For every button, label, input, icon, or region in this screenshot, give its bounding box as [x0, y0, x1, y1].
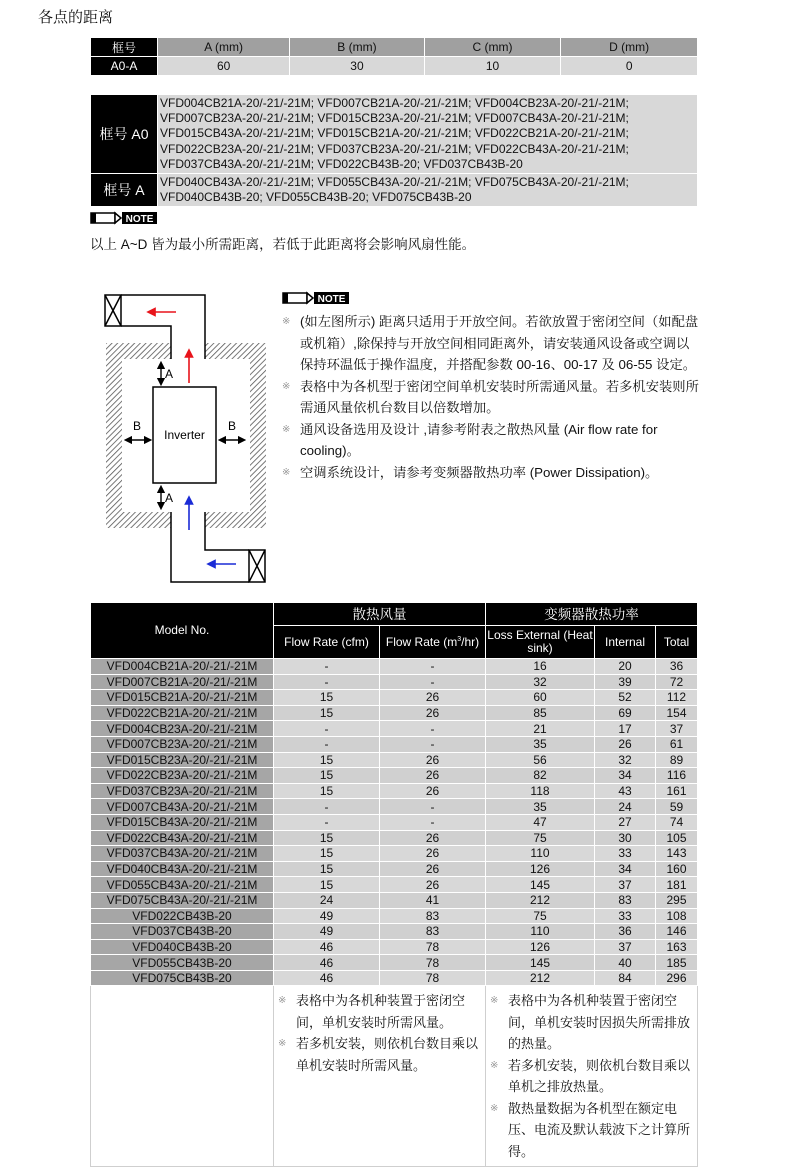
flow-cfm-cell: 24	[274, 892, 380, 908]
flow-m3-cell: 26	[380, 783, 486, 799]
table-row	[91, 674, 698, 690]
model-line: VFD040CB43B-20; VFD055CB43B-20; VFD075CB43B-20	[160, 190, 472, 205]
note-text: (如左图所示) 距离只适用于开放空间。若欲放置于密闭空间（如配盘或机箱）,除保持与开放空间相同距离外，请安装通风设备或空调以保持环温低于操作温度，并搭配参数 00-16、00-17 及 06-55 设定。	[300, 314, 699, 372]
flow-m3-cell: -	[380, 674, 486, 690]
loss-external-cell: 16	[486, 659, 595, 675]
internal-cell: 36	[595, 924, 656, 940]
footnote-empty-cell	[91, 986, 274, 1167]
table-row	[91, 892, 698, 908]
flow-cfm-cell: -	[274, 814, 380, 830]
flow-cfm-cell: -	[274, 799, 380, 815]
flow-m3-header: Flow Rate $(m^3/hr)$	[380, 626, 486, 659]
table-group-header-row	[91, 603, 698, 626]
dimension-b-label: B	[228, 419, 237, 433]
model-cell: VFD004CB21A-20/-21/-21M	[91, 659, 274, 675]
power-group-header: 变频器散热功率	[486, 603, 698, 626]
loss-external-cell: 126	[486, 861, 595, 877]
total-cell: 74	[656, 814, 698, 830]
model-line: VFD022CB23A-20/-21/-21M; VFD037CB23A-20/-21/-21M; VFD022CB43A-20/-21/-21M;	[160, 141, 629, 156]
model-line: VFD040CB43A-20/-21/-21M; VFD055CB43A-20/-21/-21M; VFD075CB43A-20/-21/-21M;	[160, 175, 629, 190]
table-row	[91, 970, 698, 986]
installation-notes	[282, 311, 700, 483]
power-footnotes	[486, 986, 698, 1167]
model-cell: VFD007CB21A-20/-21/-21M	[91, 674, 274, 690]
frame-model-table	[90, 94, 698, 207]
loss-external-cell: 145	[486, 955, 595, 971]
footnote-text: 若多机安装，则依机台数目乘以单机安装时所需风量。	[296, 1036, 479, 1073]
internal-cell: 32	[595, 752, 656, 768]
internal-cell: 17	[595, 721, 656, 737]
table-row	[91, 736, 698, 752]
footnote-item	[490, 1055, 693, 1098]
loss-external-cell: 75	[486, 830, 595, 846]
model-line: VFD037CB43A-20/-21/-21M; VFD022CB43B-20; VFD037CB43B-20	[160, 156, 523, 171]
internal-cell: 37	[595, 939, 656, 955]
reference-mark-icon: ※	[282, 316, 291, 327]
total-cell: 89	[656, 752, 698, 768]
flow-cfm-cell: 15	[274, 877, 380, 893]
model-cell: VFD037CB43B-20	[91, 924, 274, 940]
model-cell: VFD015CB23A-20/-21/-21M	[91, 752, 274, 768]
table-row	[91, 659, 698, 675]
distance-value-row	[91, 57, 698, 76]
footnote-item	[278, 990, 481, 1033]
model-cell: VFD037CB43A-20/-21/-21M	[91, 846, 274, 862]
model-cell: VFD075CB43A-20/-21/-21M	[91, 892, 274, 908]
model-cell: VFD040CB43B-20	[91, 939, 274, 955]
total-cell: 112	[656, 690, 698, 706]
flow-cfm-header: Flow Rate (cfm)	[274, 626, 380, 659]
table-row	[91, 721, 698, 737]
note-badge	[90, 211, 158, 225]
flow-m3-cell: 26	[380, 877, 486, 893]
frame-models	[158, 174, 698, 207]
model-cell: VFD022CB23A-20/-21/-21M	[91, 768, 274, 784]
flow-cfm-cell: 15	[274, 830, 380, 846]
flow-m3-cell: 83	[380, 908, 486, 924]
model-cell: VFD007CB43A-20/-21/-21M	[91, 799, 274, 815]
total-cell: 108	[656, 908, 698, 924]
internal-cell: 37	[595, 877, 656, 893]
value-cell: 30	[290, 57, 424, 76]
total-header: Total	[656, 626, 698, 659]
footnote-item	[490, 1098, 693, 1163]
section-title: 各点的距离	[38, 9, 114, 26]
loss-external-header: Loss External (Heat sink)	[486, 626, 595, 659]
footnote-text: 若多机安装，则依机台数目乘以单机之排放热量。	[508, 1057, 691, 1095]
internal-cell: 20	[595, 659, 656, 675]
total-cell: 143	[656, 846, 698, 862]
loss-external-cell: 110	[486, 924, 595, 940]
flow-cfm-cell: -	[274, 659, 380, 675]
reference-mark-icon: ※	[282, 423, 291, 435]
table-row	[91, 799, 698, 815]
flow-m3-cell: -	[380, 814, 486, 830]
internal-cell: 34	[595, 861, 656, 877]
total-cell: 296	[656, 970, 698, 986]
distance-table	[90, 37, 698, 76]
header-cell: C (mm)	[424, 38, 561, 57]
value-cell: 0	[561, 57, 698, 76]
flow-m3-cell: 41	[380, 892, 486, 908]
flow-cfm-cell: 46	[274, 955, 380, 971]
table-row	[91, 877, 698, 893]
flow-cfm-cell: 15	[274, 846, 380, 862]
reference-mark-icon: ※	[282, 380, 291, 392]
pencil-note-icon	[90, 211, 158, 225]
model-cell: VFD022CB43B-20	[91, 908, 274, 924]
reference-mark-icon: ※	[490, 995, 499, 1007]
loss-external-cell: 118	[486, 783, 595, 799]
flow-cfm-cell: 46	[274, 970, 380, 986]
total-cell: 163	[656, 939, 698, 955]
flow-m3-cell: -	[380, 736, 486, 752]
flow-cfm-cell: 15	[274, 783, 380, 799]
value-cell: 60	[158, 57, 290, 76]
footnote-row	[91, 986, 698, 1167]
total-cell: 185	[656, 955, 698, 971]
internal-cell: 84	[595, 970, 656, 986]
loss-external-cell: 47	[486, 814, 595, 830]
internal-cell: 27	[595, 814, 656, 830]
flow-m3-cell: 78	[380, 955, 486, 971]
total-cell: 295	[656, 892, 698, 908]
flow-cfm-cell: 15	[274, 690, 380, 706]
note-label: NOTE	[125, 214, 154, 225]
total-cell: 161	[656, 783, 698, 799]
min-distance-note: 以上 A~D 皆为最小所需距离，若低于此距离将会影响风扇性能。	[90, 237, 476, 252]
distance-header-row	[91, 38, 698, 57]
table-row	[91, 830, 698, 846]
flow-m3-cell: 26	[380, 752, 486, 768]
note-badge	[282, 291, 350, 305]
flow-cfm-cell: 15	[274, 861, 380, 877]
total-cell: 105	[656, 830, 698, 846]
frame-row	[91, 95, 698, 174]
model-cell: VFD015CB43A-20/-21/-21M	[91, 814, 274, 830]
model-cell: VFD022CB43A-20/-21/-21M	[91, 830, 274, 846]
header-cell: B (mm)	[290, 38, 424, 57]
flow-m3-cell: 26	[380, 861, 486, 877]
table-row	[91, 768, 698, 784]
loss-external-cell: 82	[486, 768, 595, 784]
internal-header: Internal	[595, 626, 656, 659]
note-text: 表格中为各机型于密闭空间单机安装时所需通风量。若多机安装则所需通风量依机台数目以倍数增加。	[300, 378, 699, 415]
reference-mark-icon: ※	[278, 995, 287, 1007]
model-cell: VFD007CB23A-20/-21/-21M	[91, 736, 274, 752]
pencil-note-icon	[282, 291, 350, 305]
frame-cell: A0-A	[91, 57, 158, 76]
airflow-table-body	[91, 659, 698, 986]
header-cell: A (mm)	[158, 38, 290, 57]
total-cell: 61	[656, 736, 698, 752]
internal-cell: 34	[595, 768, 656, 784]
note-item	[282, 311, 700, 376]
loss-external-cell: 212	[486, 892, 595, 908]
reference-mark-icon: ※	[278, 1038, 287, 1050]
airflow-group-header: 散热风量	[274, 603, 486, 626]
flow-m3-cell: -	[380, 799, 486, 815]
loss-external-cell: 32	[486, 674, 595, 690]
model-cell: VFD055CB43A-20/-21/-21M	[91, 877, 274, 893]
frame-row	[91, 174, 698, 207]
flow-m3-cell: 78	[380, 970, 486, 986]
internal-cell: 30	[595, 830, 656, 846]
flow-cfm-cell: -	[274, 674, 380, 690]
airflow-power-table	[90, 602, 698, 1167]
model-cell: VFD037CB23A-20/-21/-21M	[91, 783, 274, 799]
internal-cell: 26	[595, 736, 656, 752]
table-row	[91, 955, 698, 971]
model-line: VFD015CB43A-20/-21/-21M; VFD015CB21A-20/-21/-21M; VFD022CB21A-20/-21/-21M;	[160, 126, 629, 141]
reference-mark-icon: ※	[490, 1059, 499, 1071]
internal-cell: 52	[595, 690, 656, 706]
flow-cfm-cell: 46	[274, 939, 380, 955]
note-item	[282, 376, 700, 419]
flow-m3-cell: 26	[380, 768, 486, 784]
table-row	[91, 752, 698, 768]
flow-cfm-cell: -	[274, 721, 380, 737]
model-cell: VFD075CB43B-20	[91, 970, 274, 986]
total-cell: 160	[656, 861, 698, 877]
model-cell: VFD004CB23A-20/-21/-21M	[91, 721, 274, 737]
footnote-item	[490, 990, 693, 1055]
flow-m3-cell: -	[380, 721, 486, 737]
flow-cfm-cell: 15	[274, 768, 380, 784]
total-cell: 181	[656, 877, 698, 893]
dimension-b-label: B	[133, 419, 142, 433]
model-header: Model No.	[91, 603, 274, 659]
flow-m3-cell: 26	[380, 830, 486, 846]
flow-m3-cell: 26	[380, 690, 486, 706]
table-row	[91, 690, 698, 706]
reference-mark-icon: ※	[282, 466, 291, 478]
loss-external-cell: 126	[486, 939, 595, 955]
flow-cfm-cell: 15	[274, 705, 380, 721]
flow-m3-cell: 83	[380, 924, 486, 940]
flow-cfm-cell: -	[274, 736, 380, 752]
loss-external-cell: 75	[486, 908, 595, 924]
table-row	[91, 861, 698, 877]
dimension-a-label: A	[165, 367, 174, 381]
flow-cfm-cell: 15	[274, 752, 380, 768]
internal-cell: 69	[595, 705, 656, 721]
flow-m3-cell: -	[380, 659, 486, 675]
note-label: NOTE	[317, 294, 346, 305]
flow-cfm-cell: 49	[274, 908, 380, 924]
model-cell: VFD022CB21A-20/-21/-21M	[91, 705, 274, 721]
total-cell: 146	[656, 924, 698, 940]
airflow-diagram	[96, 285, 276, 585]
table-row	[91, 846, 698, 862]
internal-cell: 40	[595, 955, 656, 971]
header-cell: 框号	[91, 38, 158, 57]
loss-external-cell: 145	[486, 877, 595, 893]
model-cell: VFD015CB21A-20/-21/-21M	[91, 690, 274, 706]
note-text: 空调系统设计，请参考变频器散热功率 (Power Dissipation)。	[300, 464, 659, 480]
total-cell: 59	[656, 799, 698, 815]
value-cell: 10	[424, 57, 561, 76]
internal-cell: 24	[595, 799, 656, 815]
footnote-text: 表格中为各机种装置于密闭空间，单机安装时所需风量。	[296, 993, 466, 1030]
footnote-item	[278, 1033, 481, 1076]
table-row	[91, 783, 698, 799]
flow-m3-cell: 26	[380, 846, 486, 862]
internal-cell: 83	[595, 892, 656, 908]
header-cell: D (mm)	[561, 38, 698, 57]
loss-external-cell: 35	[486, 736, 595, 752]
reference-mark-icon: ※	[490, 1102, 499, 1114]
flow-m3-cell: 26	[380, 705, 486, 721]
total-cell: 36	[656, 659, 698, 675]
frame-label: 框号 A	[91, 174, 158, 207]
flow-cfm-cell: 49	[274, 924, 380, 940]
footnote-text: 散热量数据为各机型在额定电压、电流及默认载波下之计算所得。	[508, 1100, 691, 1159]
loss-external-cell: 212	[486, 970, 595, 986]
note-text: 通风设备选用及设计 ,请参考附表之散热风量 (Air flow rate for cooling)。	[300, 421, 658, 458]
loss-external-cell: 56	[486, 752, 595, 768]
airflow-footnotes	[274, 986, 486, 1167]
loss-external-cell: 60	[486, 690, 595, 706]
table-row	[91, 814, 698, 830]
total-cell: 72	[656, 674, 698, 690]
total-cell: 116	[656, 768, 698, 784]
dimension-a-label: A	[165, 491, 174, 505]
model-cell: VFD055CB43B-20	[91, 955, 274, 971]
table-row	[91, 705, 698, 721]
flow-m3-cell: 78	[380, 939, 486, 955]
footnote-text: 表格中为各机种装置于密闭空间，单机安装时因损失所需排放的热量。	[508, 993, 691, 1052]
frame-models	[158, 95, 698, 174]
table-row	[91, 908, 698, 924]
internal-cell: 33	[595, 908, 656, 924]
model-cell: VFD040CB43A-20/-21/-21M	[91, 861, 274, 877]
loss-external-cell: 110	[486, 846, 595, 862]
internal-cell: 33	[595, 846, 656, 862]
model-line: VFD004CB21A-20/-21/-21M; VFD007CB21A-20/-21/-21M; VFD004CB23A-20/-21/-21M;	[160, 96, 629, 110]
loss-external-cell: 85	[486, 705, 595, 721]
note-item	[282, 462, 700, 484]
total-cell: 154	[656, 705, 698, 721]
model-line: VFD007CB23A-20/-21/-21M; VFD015CB23A-20/-21/-21M; VFD007CB43A-20/-21/-21M;	[160, 111, 629, 126]
table-row	[91, 939, 698, 955]
inverter-label: Inverter	[164, 428, 205, 442]
table-row	[91, 924, 698, 940]
loss-external-cell: 21	[486, 721, 595, 737]
loss-external-cell: 35	[486, 799, 595, 815]
internal-cell: 39	[595, 674, 656, 690]
frame-label: 框号 A0	[91, 95, 158, 174]
total-cell: 37	[656, 721, 698, 737]
note-item	[282, 419, 700, 462]
internal-cell: 43	[595, 783, 656, 799]
